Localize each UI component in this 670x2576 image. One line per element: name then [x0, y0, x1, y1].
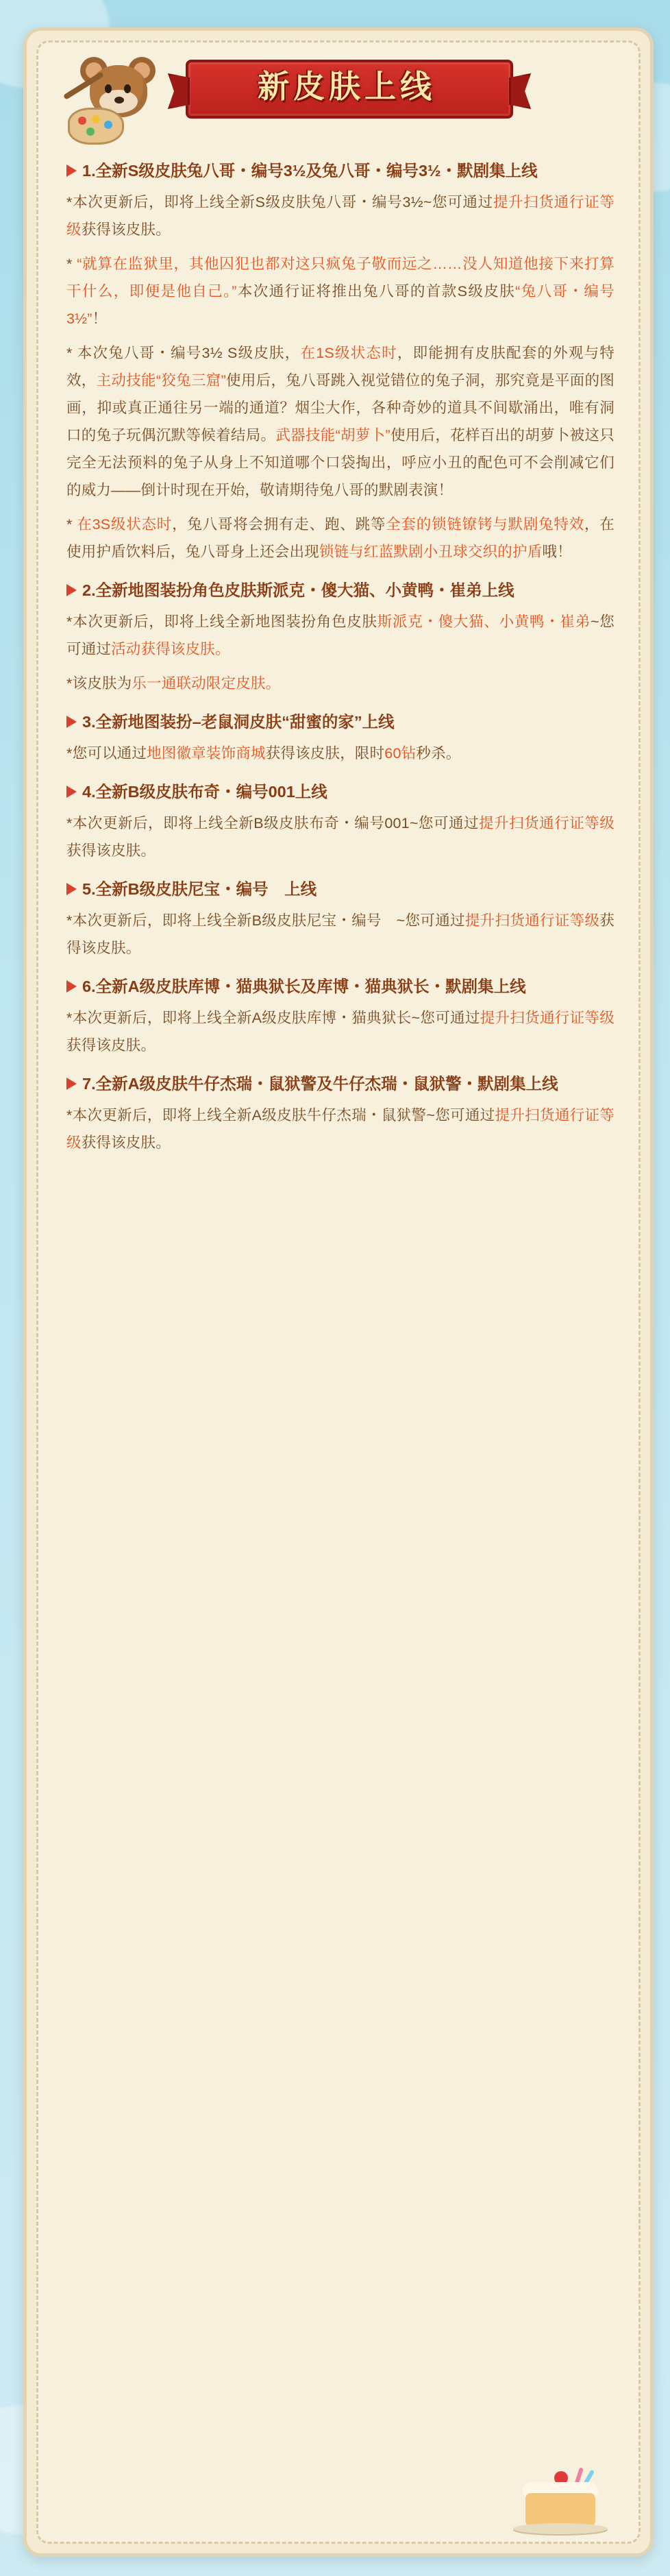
- body-text: *本次更新后，即将上线全新A级皮肤牛仔杰瑞・鼠狱警~您可通过: [66, 1107, 495, 1123]
- body-text: ~您可通过: [66, 613, 615, 657]
- section-paragraph: [66, 670, 615, 697]
- mouse-painter-icon: [57, 54, 173, 143]
- highlight-text: 提升扫货通行证等级: [464, 912, 600, 929]
- highlight-text: 全套的锁链镣铐与默剧兔特效: [386, 516, 584, 533]
- section-heading: [66, 875, 615, 903]
- highlight-text: 武器技能“胡萝卜”: [275, 427, 390, 443]
- section-heading: [66, 973, 615, 1000]
- announcement-section: [66, 708, 615, 767]
- highlight-text: “兔八哥・编号3½”: [66, 283, 615, 327]
- body-text: 获得该皮肤。: [66, 842, 156, 859]
- body-text: *本次更新后，即将上线全新A级皮肤库博・猫典狱长~您可通过: [66, 1010, 480, 1026]
- highlight-text: 60钻: [384, 745, 417, 762]
- page-title: 新皮肤上线: [258, 69, 436, 104]
- announcement-section: [66, 778, 615, 864]
- cake-icon: [509, 2464, 612, 2540]
- body-text: 哦！: [542, 544, 572, 560]
- body-text: ，即能拥有皮肤配套的外观与特效，: [66, 345, 615, 389]
- body-text: 获得该皮肤。: [81, 1134, 171, 1151]
- bullet-triangle-icon: [66, 716, 77, 728]
- highlight-text: 提升扫货通行证等级: [66, 194, 615, 238]
- body-text: 获得该皮肤。: [66, 1037, 156, 1054]
- body-text: ！: [92, 311, 108, 327]
- section-heading: [66, 576, 615, 604]
- body-text: * 本次兔八哥・编号3½ S级皮肤，: [66, 345, 301, 361]
- highlight-text: 在1S级状态时: [300, 345, 397, 361]
- section-paragraph: [66, 608, 615, 663]
- body-text: *: [66, 516, 77, 533]
- section-heading-label: 5.全新B级皮肤尼宝・编号 上线: [82, 880, 317, 898]
- highlight-text: 斯派克・傻大猫、小黄鸭・崔弟: [377, 613, 591, 630]
- section-paragraph: [66, 339, 615, 504]
- announcement-section: [66, 875, 615, 962]
- section-heading-label: 3.全新地图装扮–老鼠洞皮肤“甜蜜的家”上线: [82, 713, 395, 731]
- body-text: *您可以通过: [66, 745, 147, 762]
- body-text: *: [66, 256, 77, 272]
- bullet-triangle-icon: [66, 165, 77, 177]
- section-heading-label: 2.全新地图装扮角色皮肤斯派克・傻大猫、小黄鸭・崔弟上线: [82, 581, 514, 599]
- page-title-banner: [186, 50, 508, 121]
- body-text: *本次更新后，即将上线全新地图装扮角色皮肤: [66, 613, 377, 630]
- body-text: *本次更新后，即将上线全新S级皮肤兔八哥・编号3½~您可通过: [66, 194, 493, 210]
- highlight-text: 乐一通联动限定皮肤。: [132, 675, 281, 692]
- bullet-triangle-icon: [66, 584, 77, 596]
- highlight-text: 提升扫货通行证等级: [66, 1107, 615, 1151]
- section-paragraph: [66, 810, 615, 864]
- body-text: 使用后，兔八哥跳入视觉错位的兔子洞，那究竟是平面的图画，抑或真正通往另一端的通道？烟尘大作，各种奇妙的道具不间歇涌出，唯有洞口的兔子玩偶沉默等候着结局。: [66, 372, 615, 443]
- announcement-section: [66, 157, 615, 566]
- highlight-text: 提升扫货通行证等级: [480, 1010, 615, 1026]
- body-text: *该皮肤为: [66, 675, 132, 692]
- body-text: 获得该皮肤，限时: [265, 745, 385, 762]
- highlight-text: 在3S级状态时: [77, 516, 173, 533]
- bullet-triangle-icon: [66, 1078, 77, 1090]
- highlight-text: 锁链与红蓝默剧小丑球交织的护盾: [319, 544, 543, 560]
- announcement-section: [66, 1070, 615, 1156]
- section-heading: [66, 157, 615, 184]
- body-text: ，兔八哥将会拥有走、跑、跳等: [172, 516, 386, 533]
- announcement-section: [66, 973, 615, 1059]
- announcement-card: [23, 27, 654, 2557]
- body-text: *本次更新后，即将上线全新B级皮肤尼宝・编号 ~您可通过: [66, 912, 465, 929]
- highlight-text: 提升扫货通行证等级: [479, 815, 615, 831]
- section-heading-label: 4.全新B级皮肤布奇・编号001上线: [82, 783, 327, 801]
- body-text: 获得该皮肤。: [66, 912, 615, 956]
- section-paragraph: [66, 740, 615, 767]
- section-paragraph: [66, 189, 615, 243]
- section-heading: [66, 778, 615, 805]
- bullet-triangle-icon: [66, 786, 77, 798]
- section-paragraph: [66, 250, 615, 332]
- section-heading: [66, 708, 615, 736]
- body-text: 使用后，花样百出的胡萝卜被这只完全无法预料的兔子从身上不知道哪个口袋掏出，呼应小丑的配色可不会削减它们的威力——倒计时现在开始，敬请期待兔八哥的默剧表演！: [66, 427, 615, 498]
- body-text: 获得该皮肤。: [81, 221, 171, 238]
- body-text: 本次通行证将推出兔八哥的首款S级皮肤: [236, 283, 516, 300]
- highlight-text: 活动获得该皮肤。: [111, 641, 230, 657]
- section-paragraph: [66, 907, 615, 962]
- highlight-text: 主动技能“狡兔三窟”: [96, 372, 226, 389]
- section-heading-label: 6.全新A级皮肤库博・猫典狱长及库博・猫典狱长・默剧集上线: [82, 977, 526, 995]
- section-heading-label: 1.全新S级皮肤兔八哥・编号3½及兔八哥・编号3½・默剧集上线: [82, 162, 538, 180]
- announcement-section: [66, 576, 615, 697]
- section-paragraph: [66, 1004, 615, 1059]
- bullet-triangle-icon: [66, 883, 77, 895]
- highlight-text: 地图徽章装饰商城: [147, 745, 266, 762]
- bullet-triangle-icon: [66, 980, 77, 993]
- section-heading: [66, 1070, 615, 1097]
- announcement-content: [66, 146, 615, 1163]
- highlight-text: “就算在监狱里，其他囚犯也都对这只疯兔子敬而远之……没人知道他接下来打算干什么，即便是他自己。”: [66, 256, 615, 300]
- section-paragraph: [66, 1102, 615, 1156]
- body-text: *本次更新后，即将上线全新B级皮肤布奇・编号001~您可通过: [66, 815, 480, 831]
- section-heading-label: 7.全新A级皮肤牛仔杰瑞・鼠狱警及牛仔杰瑞・鼠狱警・默剧集上线: [82, 1075, 558, 1093]
- section-paragraph: [66, 511, 615, 566]
- body-text: 秒杀。: [416, 745, 461, 762]
- body-text: ，在使用护盾饮料后，兔八哥身上还会出现: [66, 516, 615, 560]
